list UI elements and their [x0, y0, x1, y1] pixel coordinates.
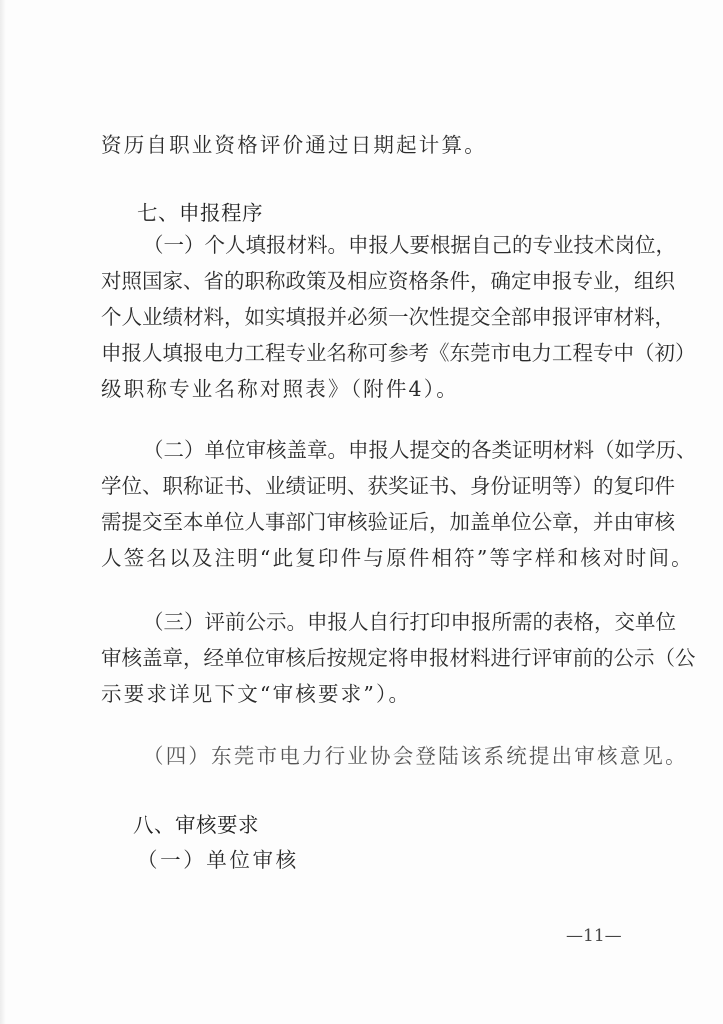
paragraph-line: （一）个人填报材料。申报人要根据自己的专业技术岗位， [143, 233, 676, 257]
paragraph-line: 级职称专业名称对照表》（附件4）。 [101, 377, 459, 401]
section-heading-8: 八、审核要求 [133, 813, 259, 837]
paragraph-line: 需提交至本单位人事部门审核验证后，加盖单位公章，并由审核 [101, 510, 675, 534]
continuation-text: 资历自职业资格评价通过日期起计算。 [101, 133, 487, 157]
paragraph-line: （四）东莞市电力行业协会登陆该系统提出审核意见。 [143, 744, 688, 768]
subsection-heading: （一）单位审核 [137, 848, 299, 872]
scan-page-edge [0, 0, 6, 1024]
paragraph-line: 学位、职称证书、业绩证明、获奖证书、身份证明等）的复印件 [101, 474, 675, 498]
section-heading-7: 七、申报程序 [137, 201, 263, 225]
paragraph-line: 审核盖章，经单位审核后按规定将申报材料进行评审前的公示（公 [101, 646, 696, 670]
page-number: —11— [566, 926, 622, 946]
paragraph-line: 人签名以及注明“此复印件与原件相符”等字样和核对时间。 [101, 546, 694, 570]
paragraph-line: 示要求详见下文“审核要求”）。 [101, 682, 412, 706]
paragraph-line: 申报人填报电力工程专业名称可参考《东莞市电力工程专中（初） [101, 341, 696, 365]
paragraph-line: 对照国家、省的职称政策及相应资格条件，确定申报专业，组织 [101, 269, 675, 293]
paragraph-line: （三）评前公示。申报人自行打印申报所需的表格，交单位 [143, 610, 676, 634]
paragraph-line: （二）单位审核盖章。申报人提交的各类证明材料（如学历、 [143, 438, 697, 462]
paragraph-line: 个人业绩材料，如实填报并必须一次性提交全部申报评审材料， [101, 305, 675, 329]
